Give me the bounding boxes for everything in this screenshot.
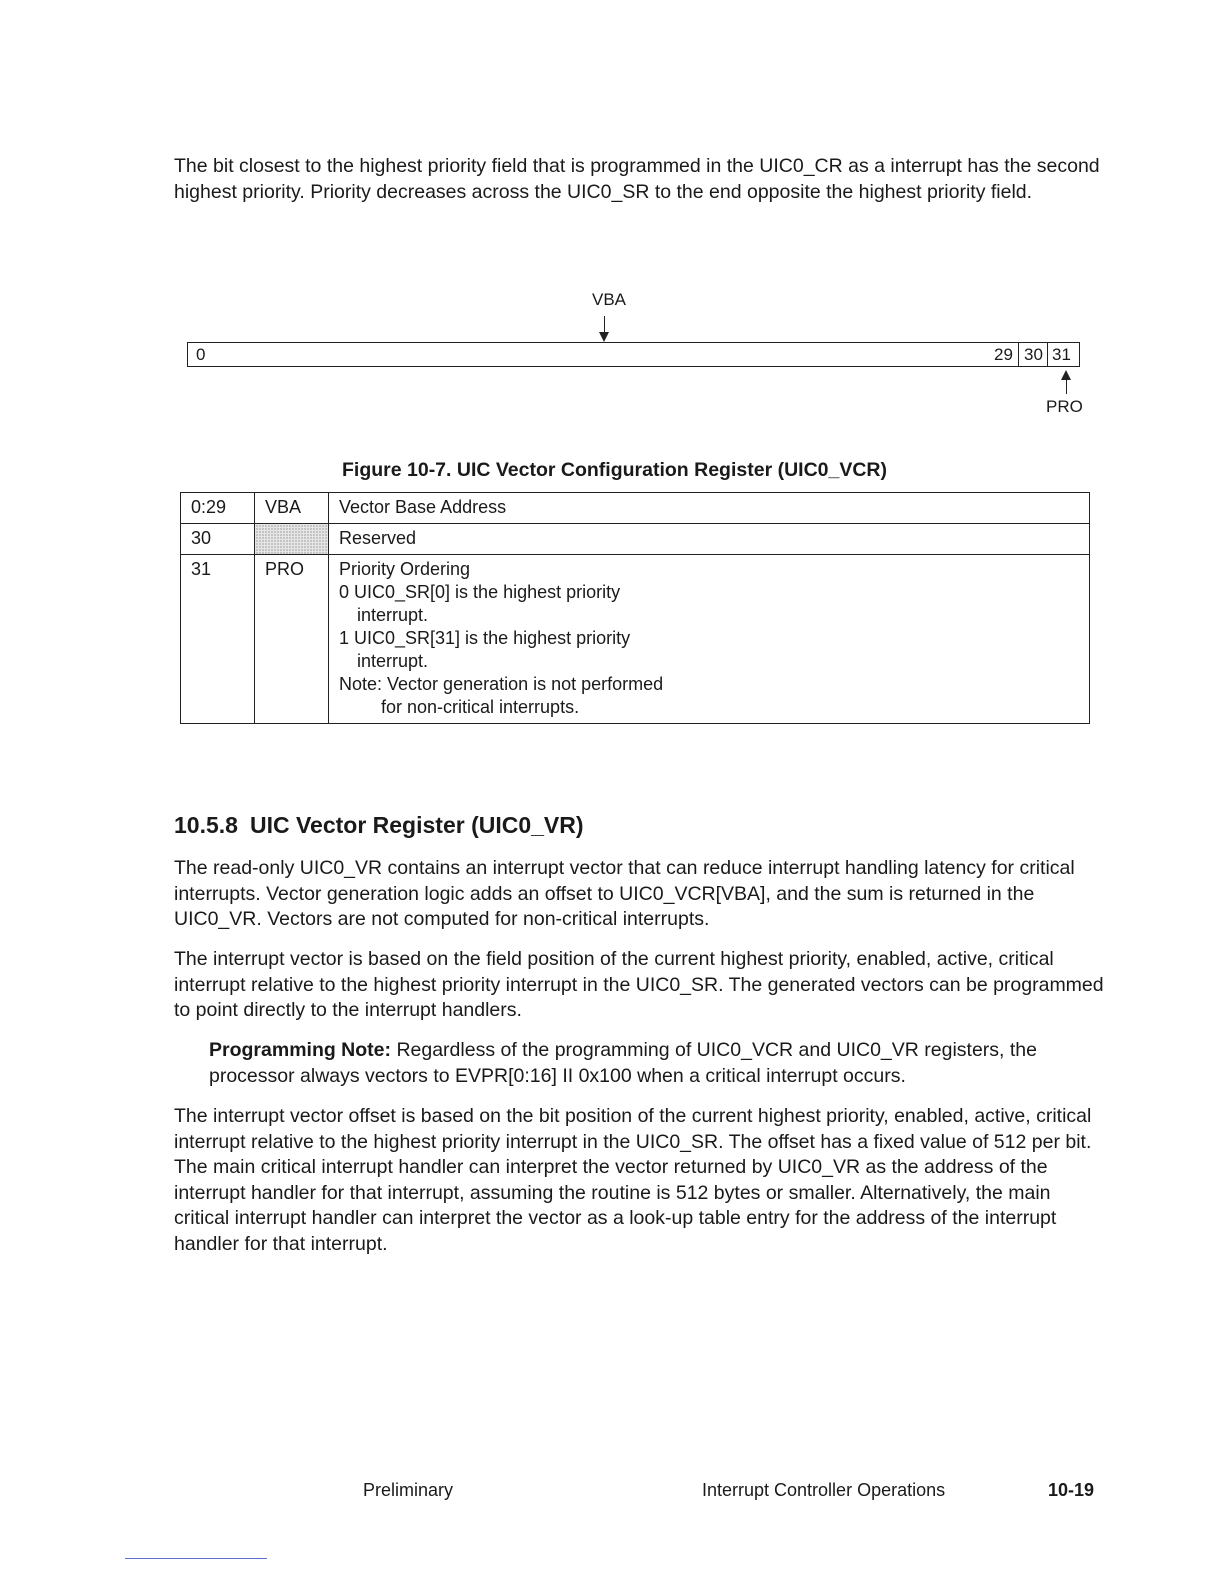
bit-label-0: 0 <box>196 345 206 364</box>
arrow-down-icon <box>604 316 605 336</box>
programming-note-text: Regardless of the programming of UIC0_VCR and UIC0_VR registers, the processor always vectors to EVPR[0:16] II 0x100 when a critical interrupt occurs. <box>209 1039 1037 1087</box>
description-line: 0 UIC0_SR[0] is the highest priority <box>339 582 621 602</box>
bit-label-30: 30 <box>1024 345 1043 364</box>
register-field-label-vba: VBA <box>592 290 627 309</box>
body-paragraph: The read-only UIC0_VR contains an interrupt vector that can reduce interrupt handling latency for critical interrupts. Vector generation logic adds an offset to UIC0_VCR[VBA], and the sum is returned in the UIC0_VR. Vectors are not computed for non-critical interrupts. <box>174 857 1075 930</box>
body-paragraph: The interrupt vector offset is based on the bit position of the current highest priority, enabled, active, critical interrupt relative to the highest priority interrupt in the UIC0_SR. The offset has a fixed value of 512 per bit. The main critical interrupt handler can interpret the vector returned by UIC0_VR as the address of the interrupt handler for that interrupt, assuming the routine is 512 bytes or smaller. Alternatively, the main critical interrupt handler can interpret the vector as a look-up table entry for the address of the interrupt handler for that interrupt. <box>174 1105 1092 1255</box>
field-name-cell: VBA <box>255 493 329 524</box>
register-field-label-pro: PRO <box>1046 397 1083 416</box>
bottom-rule <box>125 1558 267 1559</box>
description-line: Vector Base Address <box>339 497 507 517</box>
bits-cell: 30 <box>181 524 255 555</box>
table-row <box>181 524 1090 555</box>
bit-label-29: 29 <box>994 345 1013 364</box>
table-row <box>181 555 1090 724</box>
reserved-shaded-cell <box>255 524 329 555</box>
section-number: 10.5.8 <box>174 812 238 838</box>
bit-label-31: 31 <box>1052 345 1071 364</box>
footer-status: Preliminary <box>363 1480 454 1500</box>
bit-divider <box>1047 343 1048 366</box>
bits-cell: 31 <box>181 555 255 724</box>
description-line: Reserved <box>339 528 417 548</box>
arrow-up-icon <box>1066 376 1067 394</box>
programming-note-label: Programming Note: <box>209 1039 392 1061</box>
programming-note <box>209 1038 1104 1089</box>
field-name-cell: PRO <box>255 555 329 724</box>
section-title: UIC Vector Register (UIC0_VR) <box>249 812 584 838</box>
register-bit-diagram <box>187 342 1080 367</box>
description-cell <box>329 555 1090 724</box>
footer-chapter-title: Interrupt Controller Operations <box>702 1480 946 1500</box>
description-line: Note: Vector generation is not performed <box>339 674 664 694</box>
description-line: interrupt. <box>357 651 429 671</box>
bits-cell: 0:29 <box>181 493 255 524</box>
description-cell <box>329 524 1090 555</box>
section-heading <box>174 812 584 839</box>
body-paragraph: The interrupt vector is based on the field position of the current highest priority, enabled, active, critical interrupt relative to the highest priority interrupt in the UIC0_SR. The generated vectors can be programmed to point directly to the interrupt handlers. <box>174 948 1104 1021</box>
description-line: Priority Ordering <box>339 559 471 579</box>
intro-paragraph: The bit closest to the highest priority field that is programmed in the UIC0_CR as a interrupt has the second highest priority. Priority decreases across the UIC0_SR to the end opposite the highest priority field. <box>174 155 1100 203</box>
description-cell <box>329 493 1090 524</box>
table-row <box>181 493 1090 524</box>
page-number: 10-19 <box>1048 1480 1095 1500</box>
bit-divider <box>1018 343 1019 366</box>
description-line: 1 UIC0_SR[31] is the highest priority <box>339 628 631 648</box>
description-line: for non-critical interrupts. <box>381 697 580 717</box>
description-line: interrupt. <box>357 605 429 625</box>
figure-caption: Figure 10-7. UIC Vector Configuration Register (UIC0_VCR) <box>342 459 888 481</box>
register-field-table <box>180 492 1090 724</box>
